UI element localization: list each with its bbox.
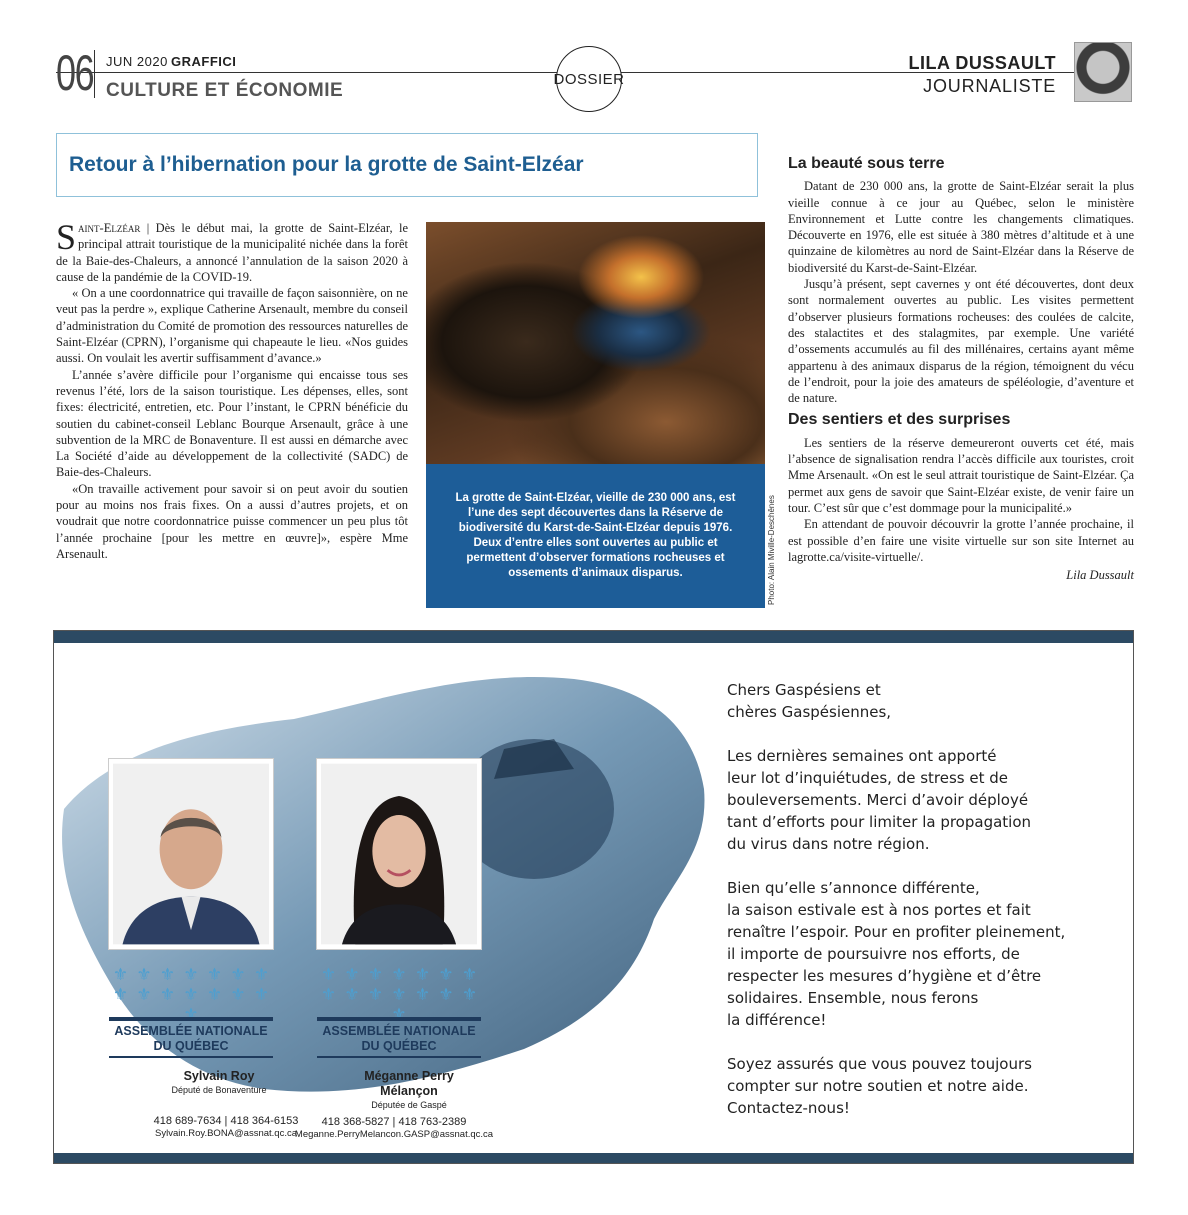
author-role: JOURNALISTE [923, 76, 1056, 96]
headline-box [56, 133, 758, 197]
lead-text: | Dès le début mai, la grotte de Saint-Elzéar, le principal attrait touristique de la municipalité nichée dans la forêt de la Baie-des-Chaleurs, a annoncé l’annulation de la saison 2020 à cause de la pandémie de la COVID-19. [56, 221, 408, 284]
section-title: CULTURE ET ÉCONOMIE [106, 80, 344, 101]
header-divider [94, 50, 95, 98]
representative-1 [144, 1069, 294, 1096]
contact-info-2 [274, 1115, 514, 1141]
cave-photo-block [426, 222, 765, 608]
assembly-name-line2: DU QUÉBEC [153, 1039, 229, 1053]
assembly-name-line2: DU QUÉBEC [361, 1039, 437, 1053]
dossier-label: DOSSIER [553, 70, 625, 88]
article-paragraph: Les sentiers de la réserve demeureront ouverts cet été, mais l’absence de signalisation rendra l’accès difficile aux touristes, croit Mme Arsenault. «On est le seul attrait touristique de Saint-Elzéar. Ça permet aux gens de savoir que Saint-Elzéar existe, de venir faire un tour. C’est sûr que c’est dommage pour la municipalité.» [788, 435, 1134, 515]
rep-name: Méganne Perry Mélançon [364, 1069, 454, 1098]
portrait-1-illustration [113, 763, 269, 945]
publication-name: GRAFFICI [171, 54, 237, 69]
ad-letter [727, 679, 1087, 1141]
article-paragraph: « On a une coordonnatrice qui travaille de façon saisonnière, on ne veut pas la perdre », explique Catherine Arsenault, membre du conseil d’administration du Comité de promotion des ressources naturelles de Saint-Elzéar (CPRN), l’organisme qui chapeaute le lieu. «Nos guides aussi. On voulait les avertir suffisamment d’avance.» [56, 286, 408, 366]
article-right-column [788, 156, 1134, 583]
portrait-meganne-perry-melancon [317, 759, 481, 949]
article-paragraph [56, 217, 408, 285]
ad-top-bar [54, 631, 1133, 643]
cave-photo [426, 222, 765, 464]
fleur-de-lis-pattern: ⚜ ⚜ ⚜ ⚜ ⚜ ⚜ ⚜ ⚜ ⚜ ⚜ ⚜ ⚜ ⚜ ⚜ ⚜ [112, 965, 272, 1024]
advertisement [53, 630, 1134, 1164]
article-signature: Lila Dussault [1066, 568, 1134, 583]
rep-name: Sylvain Roy [183, 1069, 255, 1083]
assembly-logo [109, 1017, 273, 1058]
assembly-name-line1: ASSEMBLÉE NATIONALE [114, 1024, 268, 1038]
article-paragraph: L’année s’avère difficile pour l’organisme qui encaisse tous ses revenus l’été, lors de la saison touristique. Les dépenses, elles, sont fixes: électricité, entretien, etc. Pour l’instant, le CPRN bénéficie du soutien du cabinet-conseil Leblanc Bourque Arsenault, grâce à une subvention de la MRC de Bonaventure. Il est aussi en démarche avec La Société d’aide au développement de la collectivité (SADC) de Baie-des-Chaleurs. [56, 367, 408, 480]
portrait-sylvain-roy [109, 759, 273, 949]
rep-title: Député de Bonaventure [171, 1085, 267, 1095]
issue-date: JUN 2020 [106, 54, 168, 69]
drop-cap: S [56, 217, 77, 257]
page-number: 06 [56, 45, 94, 101]
assembly-logo [317, 1017, 481, 1058]
article-headline: Retour à l’hibernation pour la grotte de Saint-Elzéar [69, 153, 584, 176]
photo-credit: Photo: Alain Miville-Deschênes [767, 495, 776, 605]
dateline: aint-Elzéar [78, 221, 141, 235]
letter-paragraph: Les dernières semaines ont apporté leur lot d’inquiétudes, de stress et de bouleversements. Merci d’avoir déployé tant d’efforts pour limiter la propagation du virus dans notre région. [727, 747, 1032, 853]
rep-email: Meganne.PerryMelancon.GASP@assnat.qc.ca [294, 1129, 494, 1140]
assembly-name-line1: ASSEMBLÉE NATIONALE [322, 1024, 476, 1038]
portrait-2-illustration [321, 763, 477, 945]
article-paragraph: En attendant de pouvoir découvrir la grotte l’année prochaine, il est possible d’en faire une visite virtuelle sur son site Internet au lagrotte.ca/visite-virtuelle/. [788, 517, 1134, 564]
author-name: LILA DUSSAULT [908, 53, 1056, 73]
article-paragraph: Datant de 230 000 ans, la grotte de Saint-Elzéar serait la plus vieille connue à ce jour au Québec, selon le ministère Environnement et Lutte contre les changements climatiques. Découverte en 1976, elle est située à 380 mètres d’altitude et à une quinzaine de kilomètres au nord de Saint-Elzéar dans la Réserve de biodiversité du Karst-de-Saint-Elzéar. [788, 179, 1134, 275]
subhead-underground: La beauté sous terre [788, 155, 945, 172]
article-paragraph: Jusqu’à présent, sept cavernes y ont été découvertes, dont deux sont normalement ouvertes au public. Les visites permettent d’observer plusieurs formations rocheuses: des coulées de calcite, des stalactites et des stalagmites, par exemple. Une variété d’ossements accumulés au fil des millénaires, certains ayant même appartenu à des animaux disparus de la région, témoignent du vécu de l’endroit, pour la joie des amateurs de spéléologie, d’aventure et de nature. [788, 277, 1134, 406]
rep-title: Députée de Gaspé [371, 1100, 447, 1110]
article-paragraph: «On travaille activement pour savoir si on peut avoir du soutien pour au moins nos frais fixes. On a aussi d’autres projets, et on voudrait que notre coordonnatrice puisse commencer un peu plus tôt l’année prochaine [pour les mettre en œuvre]», espère Mme Arsenault. [56, 481, 408, 561]
letter-paragraph: Bien qu’elle s’annonce différente, la saison estivale est à nos portes et fait renaître l’espoir. Pour en profiter pleinement, il importe de poursuivre nos efforts, de respecter les mesures d’hygiène et d’être solidaires. Ensemble, nous ferons la différence! [727, 879, 1066, 1029]
letter-paragraph: Chers Gaspésiens et chères Gaspésiennes, [727, 681, 892, 721]
rep-email: Sylvain.Roy.BONA@assnat.qc.ca [155, 1128, 297, 1139]
fleur-de-lis-pattern: ⚜ ⚜ ⚜ ⚜ ⚜ ⚜ ⚜ ⚜ ⚜ ⚜ ⚜ ⚜ ⚜ ⚜ ⚜ [320, 965, 480, 1024]
rep-phone: 418 689-7634 | 418 364-6153 [153, 1115, 299, 1127]
dossier-badge [553, 46, 625, 112]
author-photo [1074, 42, 1132, 102]
article-left-column [56, 217, 408, 562]
subhead-trails: Des sentiers et des surprises [788, 411, 1011, 429]
photo-caption-text: La grotte de Saint-Elzéar, vieille de 230 000 ans, est l’une des sept découvertes dans la Réserve de biodiversité du Karst-de-Saint-Elzéar depuis 1976. Deux d’entre elles sont ouvertes au public et permettent d’observer formations rocheuses et ossements d’animaux disparus. [455, 492, 736, 579]
letter-paragraph: Soyez assurés que vous pouvez toujours compter sur notre soutien et notre aide. Contactez-nous! [727, 1055, 1032, 1117]
ad-bottom-bar [54, 1153, 1133, 1163]
photo-caption [426, 464, 765, 608]
representative-2 [339, 1069, 479, 1111]
rep-phone: 418 368-5827 | 418 763-2389 [321, 1116, 467, 1128]
